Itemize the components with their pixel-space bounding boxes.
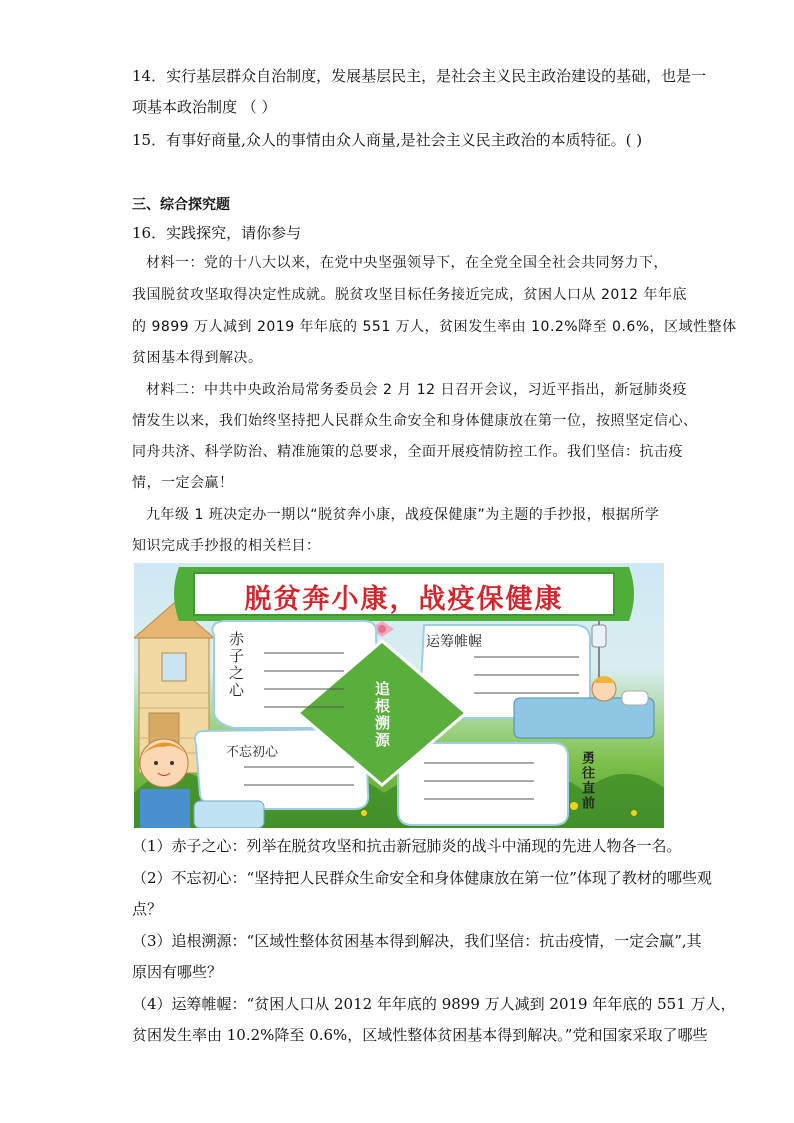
- question-4-line1: （4）运筹帷幄：“贫困人口从 2012 年年底的 9899 万人减到 2019 年年底的 551 万人，: [132, 995, 736, 1013]
- q16-title: 16．实践探究，请你参与: [132, 224, 302, 242]
- poster-column-chizi: 赤子之心: [227, 631, 245, 699]
- poster-column-yunchou: 运筹帷幄: [426, 634, 482, 650]
- question-3-line2: 原因有哪些？: [132, 963, 223, 981]
- poster-column-buwang: 不忘初心: [226, 745, 279, 760]
- poster-column-yongwang: 勇往直前: [579, 751, 594, 811]
- question-2-line2: 点？: [132, 900, 163, 918]
- q14-text-line2: 项基本政治制度 （ ）: [132, 98, 277, 116]
- material1-line: 我国脱贫攻坚取得决定性成就。脱贫攻坚目标任务接近完成，贫困人口从 2012 年年底: [132, 287, 688, 303]
- question-3-line1: （3）追根溯源：“区域性整体贫困基本得到解决，我们坚信：抗击疫情，一定会赢”,其: [132, 932, 702, 950]
- poster-column-zhuigen: 追根溯源: [373, 681, 391, 749]
- q15-text: 15．有事好商量,众人的事情由众人商量,是社会主义民主政治的本质特征。( ): [132, 131, 643, 149]
- material2-line: 同舟共济、科学防治、精准施策的总要求，全面开展疫情防控工作。我们坚信：抗击疫: [132, 444, 683, 460]
- question-1: （1）赤子之心：列举在脱贫攻坚和抗击新冠肺炎的战斗中涌现的先进人物各一名。: [132, 837, 682, 855]
- handwritten-newspaper-illustration: [134, 563, 664, 828]
- material1-line: 的 9899 万人减到 2019 年年底的 551 万人，贫困发生率由 10.2%降至 0.6%，区域性整体: [132, 319, 737, 335]
- q14-text-line1: 14．实行基层群众自治制度，发展基层民主，是社会主义民主政治建设的基础，也是一: [132, 67, 707, 85]
- material2-line: 情发生以来，我们始终坚持把人民群众生命安全和身体健康放在第一位，按照坚定信心、: [132, 413, 698, 429]
- intro-line: 知识完成手抄报的相关栏目：: [132, 538, 321, 554]
- intro-line: 九年级 1 班决定办一期以“脱贫奔小康，战疫保健康”为主题的手抄报，根据所学: [146, 507, 660, 523]
- material1-line: 贫困基本得到解决。: [132, 350, 263, 366]
- material2-line: 材料二：中共中央政治局常务委员会 2 月 12 日召开会议，习近平指出，新冠肺炎疫: [146, 382, 688, 398]
- question-4-line2: 贫困发生率由 10.2%降至 0.6%，区域性整体贫困基本得到解决。”党和国家采取了哪些: [132, 1026, 708, 1044]
- question-2-line1: （2）不忘初心：“坚持把人民群众生命安全和身体健康放在第一位”体现了教材的哪些观: [132, 869, 712, 887]
- material1-line: 材料一：党的十八大以来，在党中央坚强领导下，在全党全国全社会共同努力下，: [146, 255, 668, 271]
- material2-line: 情，一定会赢！: [132, 475, 234, 491]
- section-heading: 三、综合探究题: [132, 197, 230, 213]
- poster-title: 脱贫奔小康，战疫保健康: [244, 584, 564, 615]
